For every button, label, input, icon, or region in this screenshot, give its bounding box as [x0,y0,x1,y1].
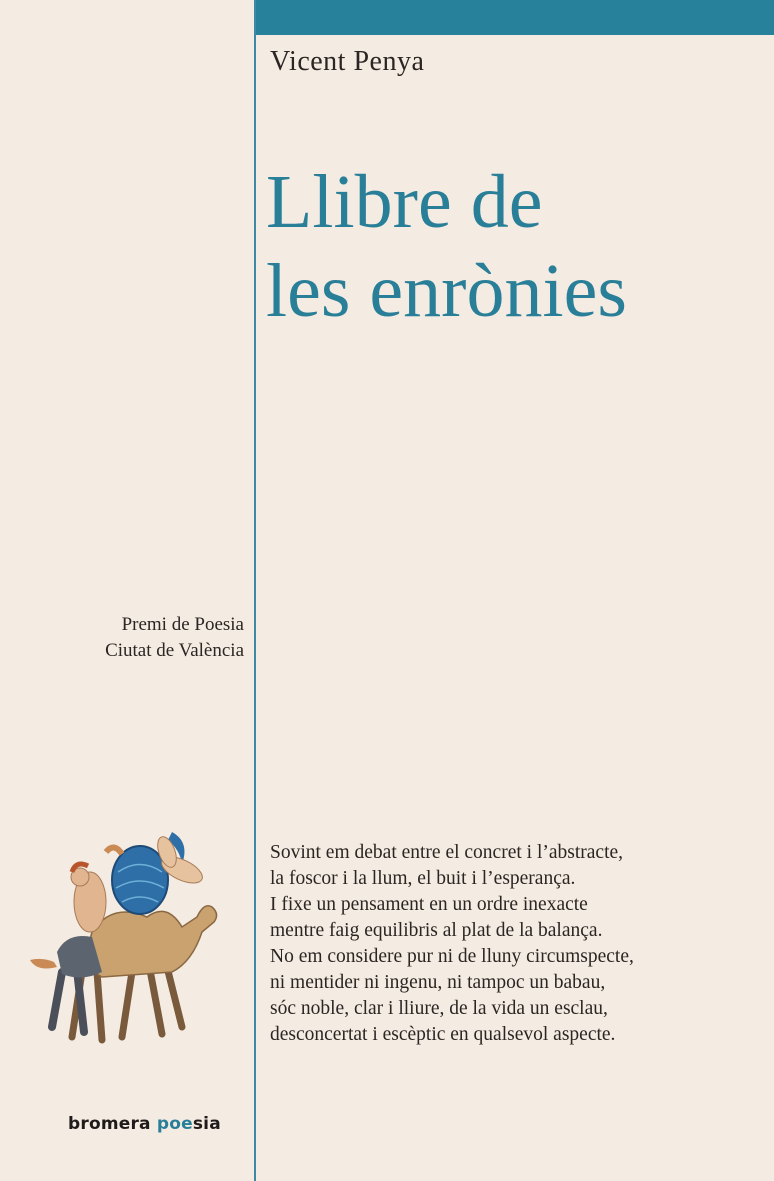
vertical-divider-line [254,0,256,1181]
poem-line: ni mentider ni ingenu, ni tampoc un babau, [270,972,606,993]
top-accent-bar [256,0,774,35]
prize-label [105,612,244,664]
author-name: Vicent Penya [270,46,425,77]
poem-line: sóc noble, clar i lliure, de la vida un esclau, [270,998,608,1019]
series-name-part2: sia [192,1114,221,1134]
poem-line: Sovint em debat entre el concret i l’abstracte, [270,842,624,863]
poem-line: I fixe un pensament en un ordre inexacte [270,894,588,915]
poem-excerpt [270,840,765,1048]
poem-line: la foscor i la llum, el buit i l’esperança. [270,868,576,889]
book-title-line-1: Llibre de [266,160,543,244]
series-name-part1: poe [156,1114,193,1134]
poem-line: mentre faig equilibris al plat de la balança. [270,920,603,941]
poem-line: desconcertat i escèptic en qualsevol aspecte. [270,1024,616,1045]
prize-line-1: Premi de Poesia [121,614,244,635]
poem-line: No em considere pur ni de lluny circumspecte, [270,946,634,967]
publisher-brand: bromera [68,1114,151,1134]
book-title [266,158,766,336]
prize-line-2: Ciutat de València [105,640,244,661]
book-title-line-2: les enrònies [266,249,627,333]
camel-with-figures-illustration [22,822,232,1052]
publisher-logo [68,1114,221,1134]
